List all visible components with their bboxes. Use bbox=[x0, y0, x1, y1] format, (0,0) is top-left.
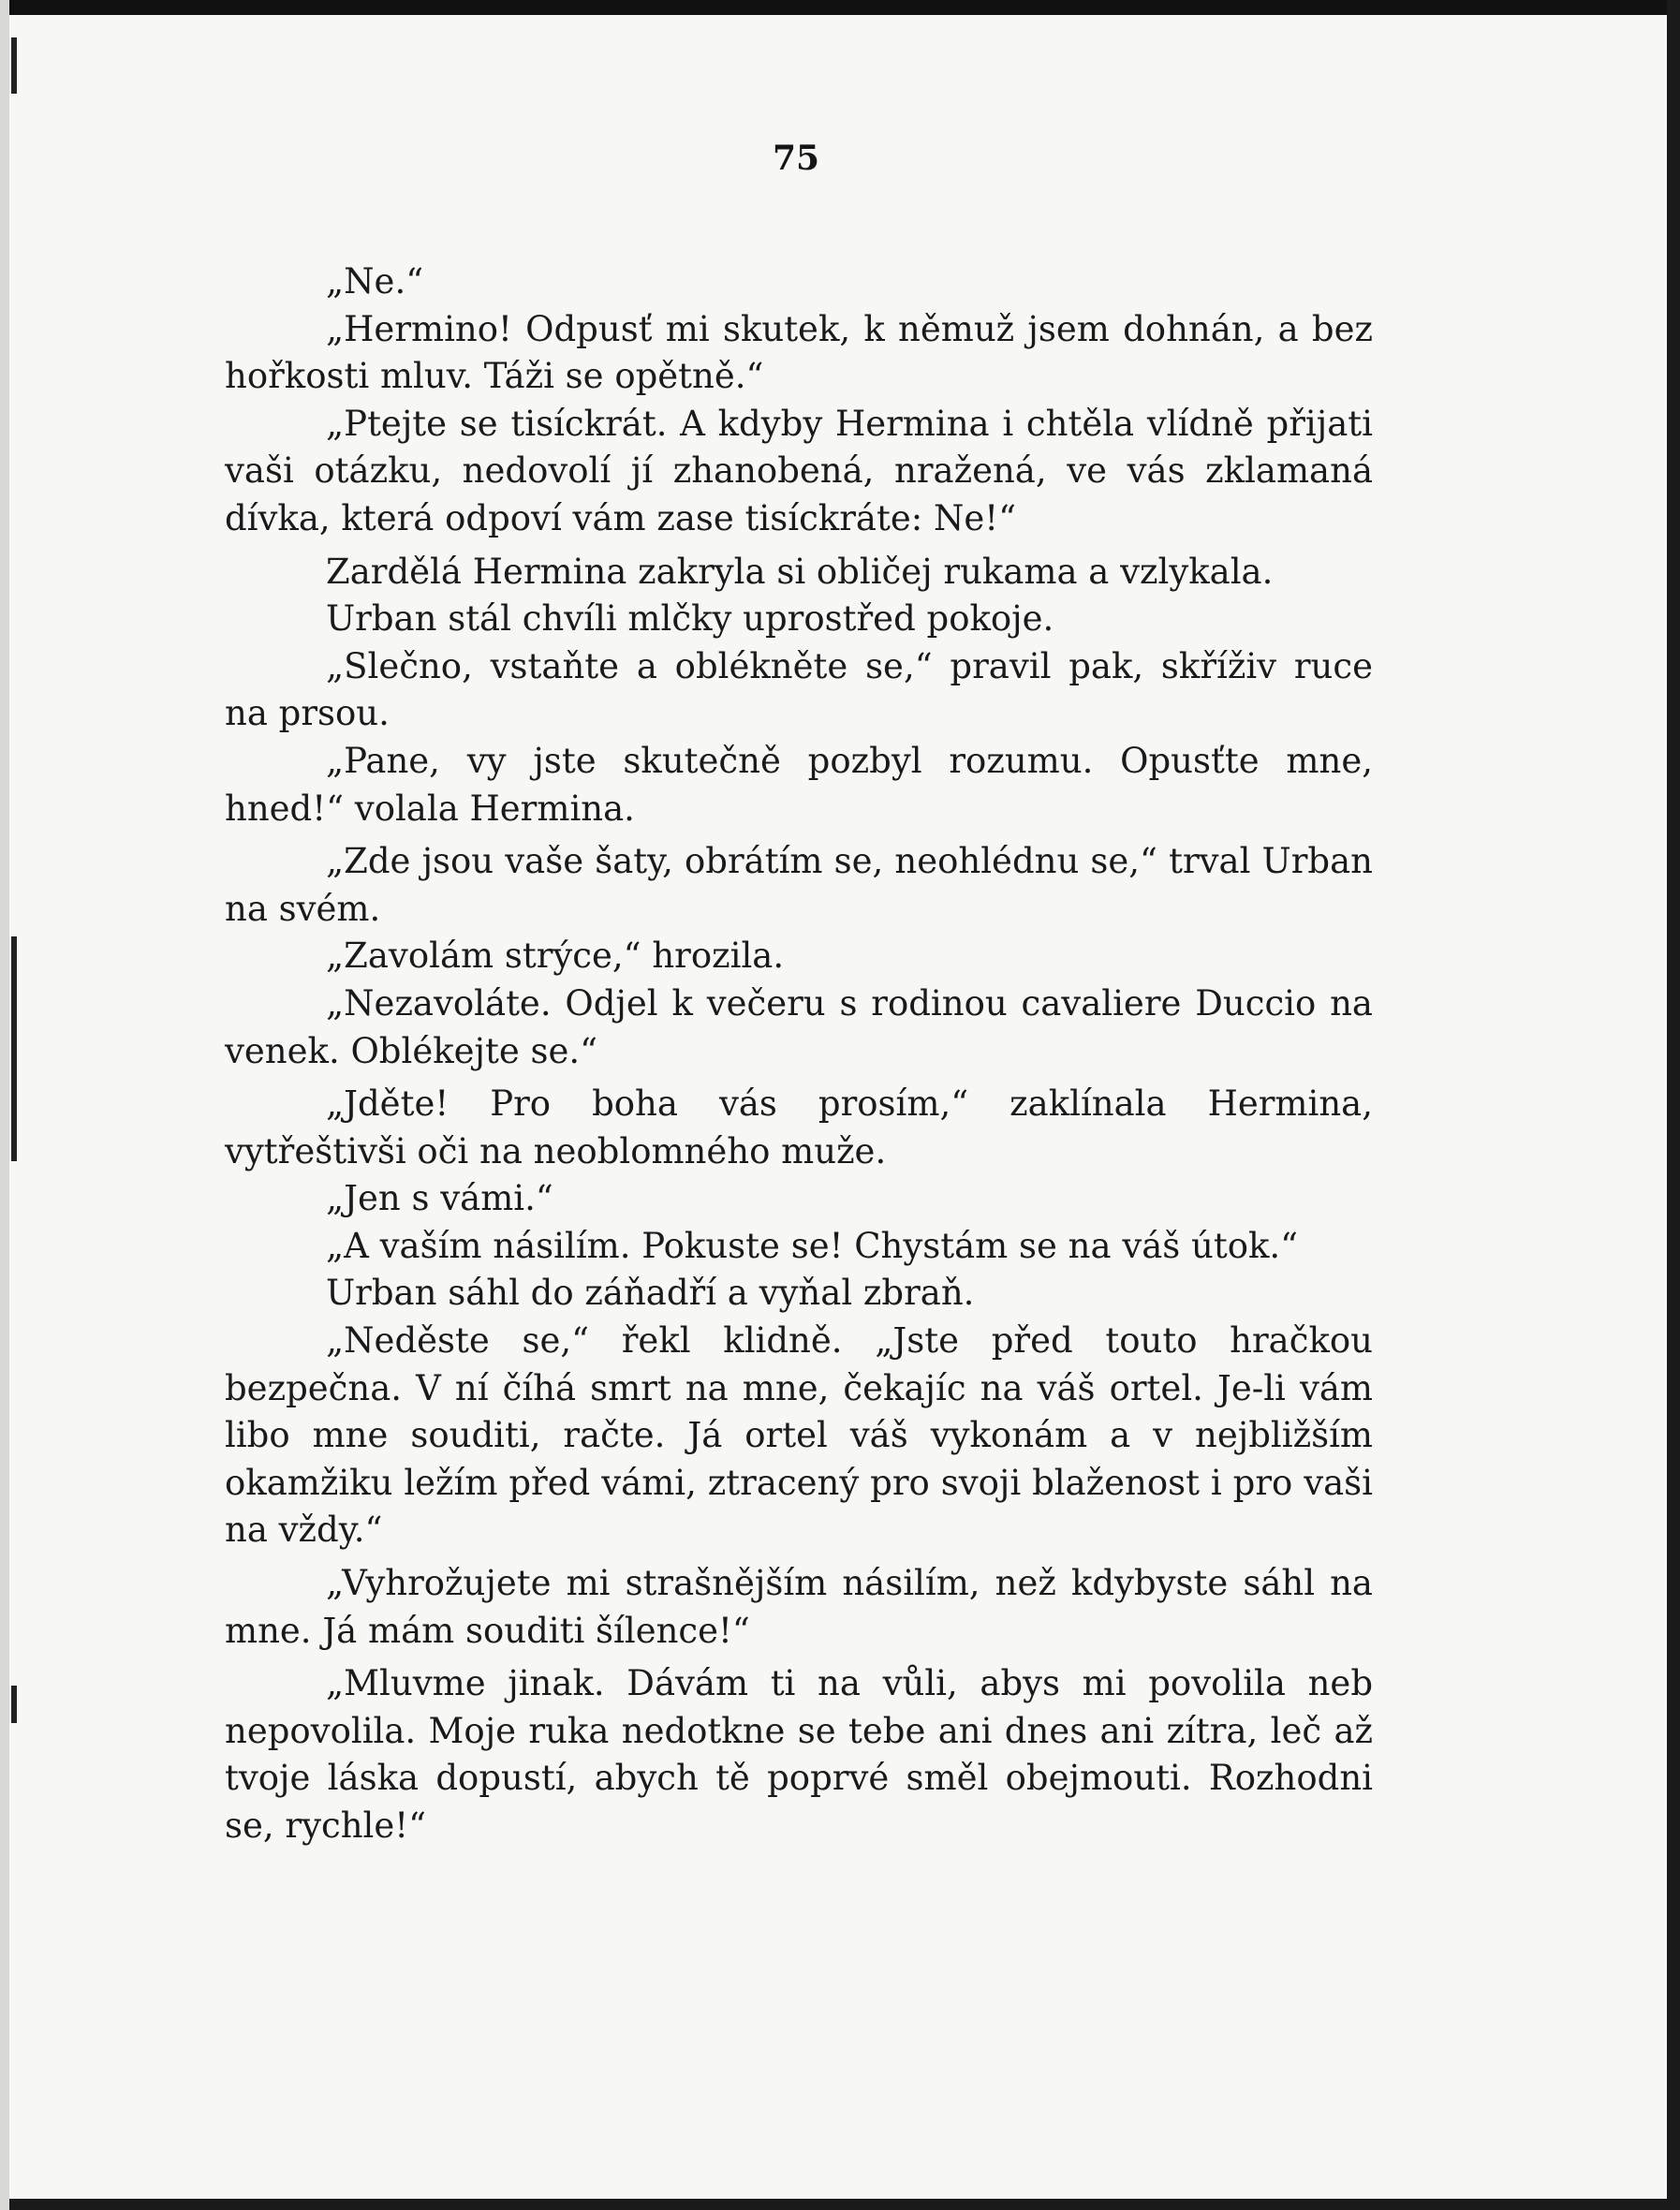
scan-left-edge bbox=[0, 0, 9, 2210]
paragraph: „Jen s vámi.“ bbox=[326, 1178, 553, 1219]
binding-mark bbox=[11, 37, 17, 94]
paragraph: „Ptejte se tisíckrát. A kdyby Hermina i chtěla vlídně přijati vaši otázku, nedovolí jí zhanobená, nražená, ve vás zklamaná dívka, která odpoví vám zase tisíckráte: Ne!“ bbox=[225, 403, 1373, 538]
binding-mark bbox=[11, 936, 17, 1161]
page-number: 75 bbox=[772, 139, 820, 178]
body-text bbox=[225, 258, 1373, 1850]
scan-right-edge bbox=[1667, 0, 1680, 2210]
paragraph: „Nezavoláte. Odjel k večeru s rodinou cavaliere Duccio na venek. Oblékejte se.“ bbox=[225, 982, 1373, 1071]
paragraph: „Slečno, vstaňte a oblékněte se,“ pravil pak, skříživ ruce na prsou. bbox=[225, 645, 1373, 734]
binding-mark bbox=[11, 1686, 17, 1723]
paragraph: „Zavolám strýce,“ hrozila. bbox=[326, 936, 785, 977]
paragraph: „Pane, vy jste skutečně pozbyl rozumu. Opusťte mne, hned!“ volala Hermina. bbox=[225, 740, 1373, 829]
scan-top-edge bbox=[0, 0, 1680, 15]
paragraph: „Mluvme jinak. Dávám ti na vůli, abys mi povolila neb nepovolila. Moje ruka nedotkne se tebe ani dnes ani zítra, leč až tvoje láska dopustí, abych tě poprvé směl obejmouti. Rozhodni se, rychle!“ bbox=[225, 1663, 1373, 1846]
paragraph: „Neděste se,“ řekl klidně. „Jste před touto hračkou bezpečna. V ní číhá smrt na mne, čekajíc na váš ortel. Je-li vám libo mne souditi, račte. Já ortel váš vykonám a v nejbližším okamžiku ležím před vámi, ztracený pro svoji blaženost i pro vaši na vždy.“ bbox=[225, 1320, 1373, 1551]
scan-bottom-edge bbox=[0, 2199, 1680, 2210]
paragraph: „Hermino! Odpusť mi skutek, k němuž jsem dohnán, a bez hořkosti mluv. Táži se opětně.“ bbox=[225, 308, 1373, 397]
paragraph: „Vyhrožujete mi strašnějším násilím, než kdybyste sáhl na mne. Já mám souditi šílence!“ bbox=[225, 1563, 1373, 1651]
paragraph: „A vaším násilím. Pokuste se! Chystám se na váš útok.“ bbox=[326, 1225, 1299, 1266]
paragraph: Urban stál chvíli mlčky uprostřed pokoje. bbox=[326, 598, 1054, 640]
paragraph: „Jděte! Pro boha vás prosím,“ zaklínala Hermina, vytřeštivši oči na neoblomného muže. bbox=[225, 1083, 1373, 1171]
paragraph: Urban sáhl do záňadří a vyňal zbraň. bbox=[326, 1273, 975, 1314]
paragraph: „Zde jsou vaše šaty, obrátím se, neohlédnu se,“ trval Urban na svém. bbox=[225, 841, 1373, 929]
paragraph: Zardělá Hermina zakryla si obličej rukama a vzlykala. bbox=[326, 551, 1274, 592]
paragraph: „Ne.“ bbox=[326, 261, 424, 302]
